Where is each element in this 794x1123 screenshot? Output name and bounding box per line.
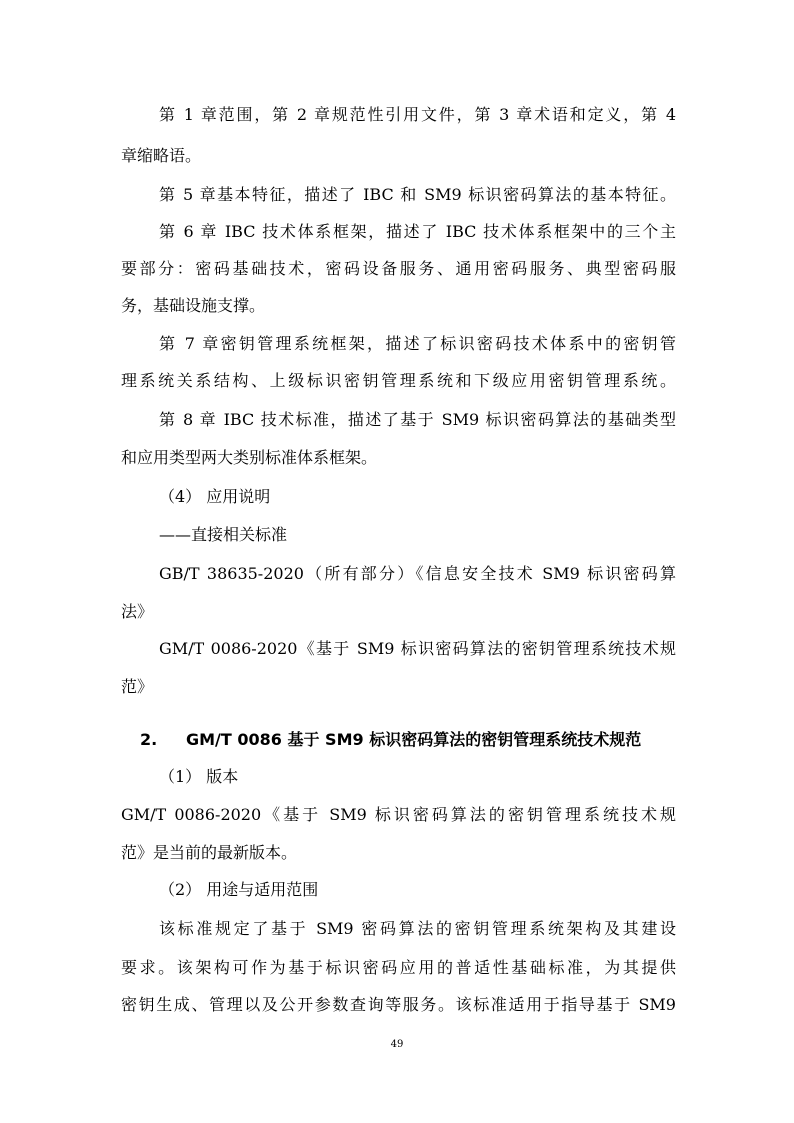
reference-gmt-0086-line2: 范》 <box>121 677 154 696</box>
paragraph-chapter-6-line3: 务，基础设施支撑。 <box>121 296 266 315</box>
paragraph-chapter-5: 第 5 章基本特征，描述了 IBC 和 SM9 标识密码算法的基本特征。 <box>159 185 676 204</box>
subheading-application-notes: （4） 应用说明 <box>159 487 271 506</box>
list-intro-related-standards: ——直接相关标准 <box>159 525 288 544</box>
subheading-purpose-scope: （2） 用途与适用范围 <box>159 880 319 899</box>
reference-gmt-0086-line1: GM/T 0086-2020《基于 SM9 标识密码算法的密钥管理系统技术规 <box>159 639 676 658</box>
scope-text-line2: 要求。该架构可作为基于标识密码应用的普适性基础标准，为其提供 <box>121 958 676 977</box>
reference-gbt-38635-line1: GB/T 38635-2020（所有部分）《信息安全技术 SM9 标识密码算 <box>159 564 676 583</box>
paragraph-chapter-8-line1: 第 8 章 IBC 技术标准，描述了基于 SM9 标识密码算法的基础类型 <box>159 410 676 429</box>
paragraph-chapter-6-line1: 第 6 章 IBC 技术体系框架，描述了 IBC 技术体系框架中的三个主 <box>159 222 676 241</box>
section-heading <box>140 730 641 750</box>
paragraph-chapter-6-line2: 要部分：密码基础技术，密码设备服务、通用密码服务、典型密码服 <box>121 259 676 278</box>
version-text-line2: 范》是当前的最新版本。 <box>121 843 298 862</box>
section-title: GM/T 0086 基于 SM9 标识密码算法的密钥管理系统技术规范 <box>186 730 642 749</box>
paragraph-chapter-7-line1: 第 7 章密钥管理系统框架，描述了标识密码技术体系中的密钥管 <box>159 334 676 353</box>
paragraph-chapters-1-4-line1: 第 1 章范围，第 2 章规范性引用文件，第 3 章术语和定义，第 4 <box>159 105 676 124</box>
reference-gbt-38635-line2: 法》 <box>121 602 154 621</box>
scope-text-line1: 该标准规定了基于 SM9 密码算法的密钥管理系统架构及其建设 <box>159 919 676 938</box>
subheading-version: （1） 版本 <box>159 767 239 786</box>
paragraph-chapters-1-4-line2: 章缩略语。 <box>121 146 202 165</box>
paragraph-chapter-7-line2: 理系统关系结构、上级标识密钥管理系统和下级应用密钥管理系统。 <box>121 371 676 390</box>
scope-text-line3: 密钥生成、管理以及公开参数查询等服务。该标准适用于指导基于 SM9 <box>121 995 676 1014</box>
section-number: 2. <box>140 730 158 749</box>
version-text-line1: GM/T 0086-2020《基于 SM9 标识密码算法的密钥管理系统技术规 <box>121 805 676 824</box>
paragraph-chapter-8-line2: 和应用类型两大类别标准体系框架。 <box>121 448 378 467</box>
page-number: 49 <box>390 1039 404 1050</box>
